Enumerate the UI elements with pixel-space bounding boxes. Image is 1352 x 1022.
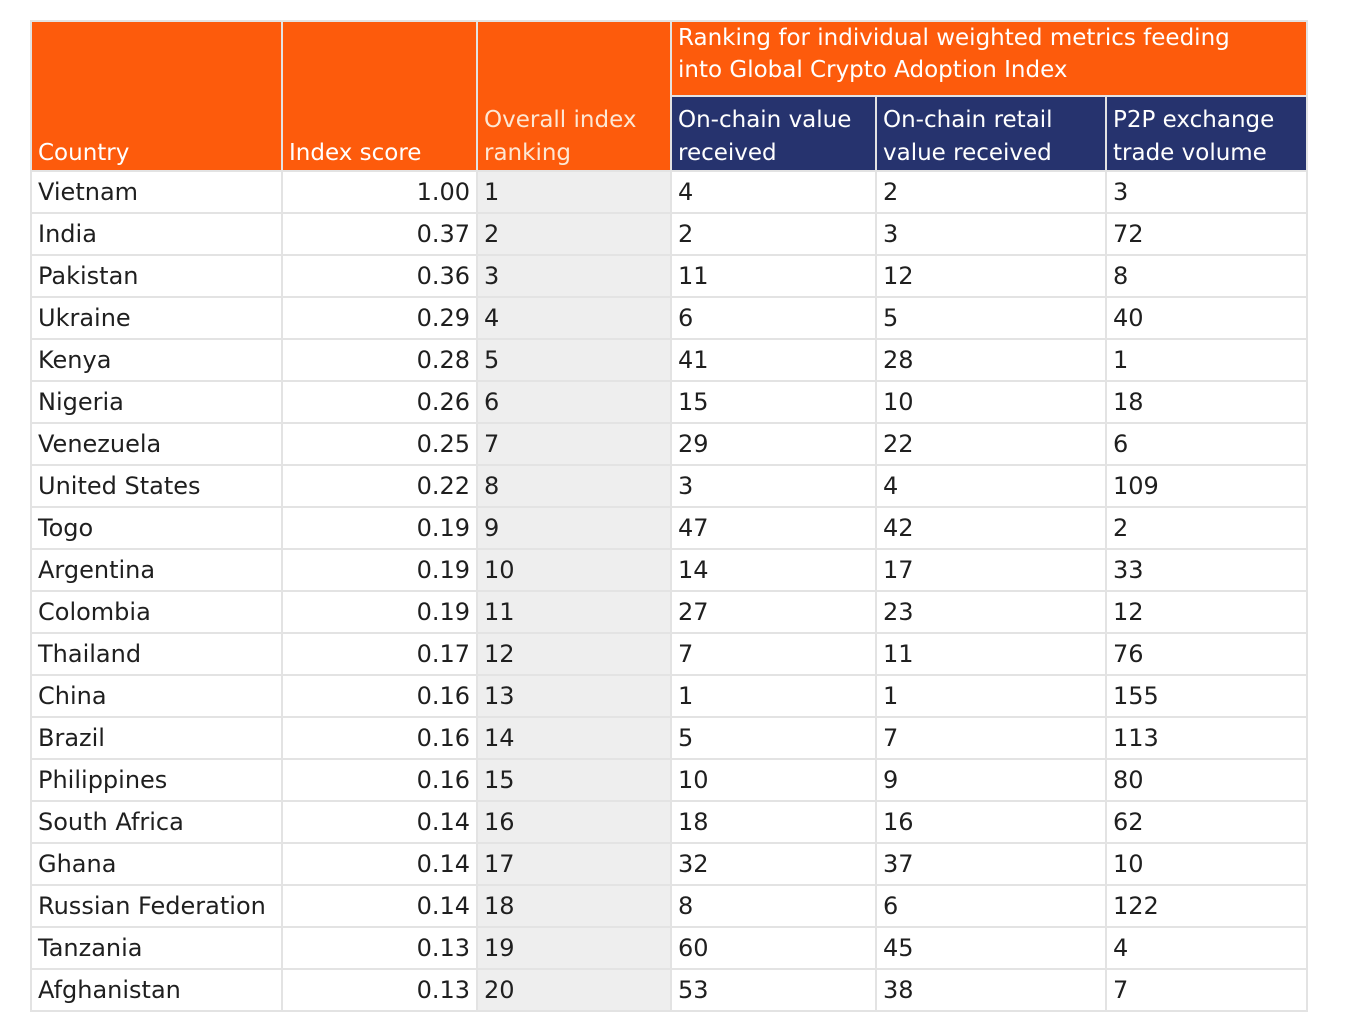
header-p2p-volume — [1106, 96, 1307, 171]
header-metrics-group-line1: Ranking for individual weighted metrics feeding — [678, 25, 1230, 51]
table-row — [31, 801, 1307, 843]
onchain-retail-rank-cell: 12 — [876, 255, 1106, 297]
country-cell: Tanzania — [31, 927, 282, 969]
index-score-cell: 0.19 — [282, 549, 477, 591]
header-onchain-value-line1: On-chain value — [678, 107, 852, 133]
header-metrics-group-line2: into Global Crypto Adoption Index — [678, 57, 1068, 83]
index-score-cell: 0.14 — [282, 801, 477, 843]
p2p-volume-rank-cell: 18 — [1106, 381, 1307, 423]
overall-rank-cell: 1 — [477, 171, 671, 213]
onchain-retail-rank-cell: 10 — [876, 381, 1106, 423]
table-row — [31, 927, 1307, 969]
onchain-retail-rank-cell: 6 — [876, 885, 1106, 927]
header-country: Country — [31, 21, 282, 171]
p2p-volume-rank-cell: 33 — [1106, 549, 1307, 591]
onchain-retail-rank-cell: 42 — [876, 507, 1106, 549]
country-cell: Nigeria — [31, 381, 282, 423]
index-score-cell: 0.14 — [282, 885, 477, 927]
overall-rank-cell: 5 — [477, 339, 671, 381]
table-row — [31, 717, 1307, 759]
index-score-cell: 0.14 — [282, 843, 477, 885]
table-row — [31, 549, 1307, 591]
table-row — [31, 255, 1307, 297]
onchain-value-rank-cell: 47 — [671, 507, 876, 549]
onchain-value-rank-cell: 1 — [671, 675, 876, 717]
onchain-retail-rank-cell: 45 — [876, 927, 1106, 969]
index-score-cell: 1.00 — [282, 171, 477, 213]
onchain-value-rank-cell: 15 — [671, 381, 876, 423]
country-cell: Vietnam — [31, 171, 282, 213]
overall-rank-cell: 3 — [477, 255, 671, 297]
overall-rank-cell: 12 — [477, 633, 671, 675]
table-body — [31, 171, 1307, 1011]
onchain-value-rank-cell: 11 — [671, 255, 876, 297]
index-score-cell: 0.37 — [282, 213, 477, 255]
header-onchain-retail — [876, 96, 1106, 171]
p2p-volume-rank-cell: 3 — [1106, 171, 1307, 213]
country-cell: Thailand — [31, 633, 282, 675]
onchain-value-rank-cell: 14 — [671, 549, 876, 591]
table-row — [31, 423, 1307, 465]
onchain-retail-rank-cell: 38 — [876, 969, 1106, 1011]
onchain-value-rank-cell: 10 — [671, 759, 876, 801]
table-row — [31, 507, 1307, 549]
country-cell: Colombia — [31, 591, 282, 633]
header-onchain-value-line2: received — [678, 140, 777, 166]
onchain-value-rank-cell: 29 — [671, 423, 876, 465]
onchain-retail-rank-cell: 17 — [876, 549, 1106, 591]
country-cell: Afghanistan — [31, 969, 282, 1011]
overall-rank-cell: 9 — [477, 507, 671, 549]
table-row — [31, 885, 1307, 927]
onchain-value-rank-cell: 7 — [671, 633, 876, 675]
table-row — [31, 213, 1307, 255]
overall-rank-cell: 20 — [477, 969, 671, 1011]
country-cell: Venezuela — [31, 423, 282, 465]
p2p-volume-rank-cell: 8 — [1106, 255, 1307, 297]
p2p-volume-rank-cell: 10 — [1106, 843, 1307, 885]
country-cell: Russian Federation — [31, 885, 282, 927]
table-row — [31, 969, 1307, 1011]
overall-rank-cell: 19 — [477, 927, 671, 969]
p2p-volume-rank-cell: 40 — [1106, 297, 1307, 339]
overall-rank-cell: 16 — [477, 801, 671, 843]
index-score-cell: 0.16 — [282, 675, 477, 717]
overall-rank-cell: 6 — [477, 381, 671, 423]
header-overall-ranking-line2: ranking — [484, 140, 572, 166]
onchain-value-rank-cell: 6 — [671, 297, 876, 339]
p2p-volume-rank-cell: 62 — [1106, 801, 1307, 843]
index-score-cell: 0.16 — [282, 759, 477, 801]
index-score-cell: 0.17 — [282, 633, 477, 675]
onchain-value-rank-cell: 8 — [671, 885, 876, 927]
onchain-value-rank-cell: 41 — [671, 339, 876, 381]
table-row — [31, 297, 1307, 339]
onchain-retail-rank-cell: 2 — [876, 171, 1106, 213]
onchain-retail-rank-cell: 11 — [876, 633, 1106, 675]
onchain-value-rank-cell: 32 — [671, 843, 876, 885]
country-cell: Ghana — [31, 843, 282, 885]
overall-rank-cell: 17 — [477, 843, 671, 885]
overall-rank-cell: 10 — [477, 549, 671, 591]
index-score-cell: 0.19 — [282, 591, 477, 633]
index-score-cell: 0.28 — [282, 339, 477, 381]
table-row — [31, 759, 1307, 801]
overall-rank-cell: 8 — [477, 465, 671, 507]
header-p2p-volume-line1: P2P exchange — [1113, 107, 1275, 133]
index-score-cell: 0.29 — [282, 297, 477, 339]
onchain-retail-rank-cell: 23 — [876, 591, 1106, 633]
index-score-cell: 0.13 — [282, 969, 477, 1011]
p2p-volume-rank-cell: 6 — [1106, 423, 1307, 465]
header-onchain-retail-line2: value received — [883, 140, 1052, 166]
header-index-score: Index score — [282, 21, 477, 171]
table-row — [31, 171, 1307, 213]
header-onchain-value — [671, 96, 876, 171]
overall-rank-cell: 4 — [477, 297, 671, 339]
overall-rank-cell: 14 — [477, 717, 671, 759]
onchain-retail-rank-cell: 1 — [876, 675, 1106, 717]
p2p-volume-rank-cell: 113 — [1106, 717, 1307, 759]
p2p-volume-rank-cell: 122 — [1106, 885, 1307, 927]
header-onchain-retail-line1: On-chain retail — [883, 107, 1053, 133]
p2p-volume-rank-cell: 12 — [1106, 591, 1307, 633]
onchain-value-rank-cell: 27 — [671, 591, 876, 633]
country-cell: China — [31, 675, 282, 717]
crypto-adoption-table — [30, 20, 1308, 1012]
onchain-value-rank-cell: 3 — [671, 465, 876, 507]
header-overall-ranking — [477, 21, 671, 171]
overall-rank-cell: 2 — [477, 213, 671, 255]
onchain-retail-rank-cell: 16 — [876, 801, 1106, 843]
onchain-value-rank-cell: 5 — [671, 717, 876, 759]
onchain-retail-rank-cell: 3 — [876, 213, 1106, 255]
index-score-cell: 0.22 — [282, 465, 477, 507]
p2p-volume-rank-cell: 1 — [1106, 339, 1307, 381]
p2p-volume-rank-cell: 4 — [1106, 927, 1307, 969]
table-row — [31, 843, 1307, 885]
index-score-cell: 0.26 — [282, 381, 477, 423]
p2p-volume-rank-cell: 76 — [1106, 633, 1307, 675]
onchain-value-rank-cell: 4 — [671, 171, 876, 213]
country-cell: South Africa — [31, 801, 282, 843]
onchain-value-rank-cell: 2 — [671, 213, 876, 255]
p2p-volume-rank-cell: 109 — [1106, 465, 1307, 507]
country-cell: United States — [31, 465, 282, 507]
p2p-volume-rank-cell: 155 — [1106, 675, 1307, 717]
p2p-volume-rank-cell: 80 — [1106, 759, 1307, 801]
overall-rank-cell: 15 — [477, 759, 671, 801]
country-cell: Kenya — [31, 339, 282, 381]
index-score-cell: 0.25 — [282, 423, 477, 465]
country-cell: Argentina — [31, 549, 282, 591]
table-header — [31, 21, 1307, 171]
index-score-cell: 0.19 — [282, 507, 477, 549]
header-overall-ranking-line1: Overall index — [484, 107, 637, 133]
header-metrics-group — [671, 21, 1307, 96]
onchain-retail-rank-cell: 9 — [876, 759, 1106, 801]
onchain-value-rank-cell: 53 — [671, 969, 876, 1011]
p2p-volume-rank-cell: 2 — [1106, 507, 1307, 549]
onchain-retail-rank-cell: 5 — [876, 297, 1106, 339]
country-cell: Philippines — [31, 759, 282, 801]
onchain-value-rank-cell: 18 — [671, 801, 876, 843]
overall-rank-cell: 11 — [477, 591, 671, 633]
p2p-volume-rank-cell: 72 — [1106, 213, 1307, 255]
country-cell: Brazil — [31, 717, 282, 759]
header-p2p-volume-line2: trade volume — [1113, 140, 1267, 166]
overall-rank-cell: 7 — [477, 423, 671, 465]
table-row — [31, 381, 1307, 423]
onchain-retail-rank-cell: 4 — [876, 465, 1106, 507]
index-score-cell: 0.16 — [282, 717, 477, 759]
country-cell: India — [31, 213, 282, 255]
onchain-retail-rank-cell: 28 — [876, 339, 1106, 381]
onchain-retail-rank-cell: 7 — [876, 717, 1106, 759]
onchain-retail-rank-cell: 37 — [876, 843, 1106, 885]
p2p-volume-rank-cell: 7 — [1106, 969, 1307, 1011]
index-score-cell: 0.36 — [282, 255, 477, 297]
country-cell: Ukraine — [31, 297, 282, 339]
table-row — [31, 591, 1307, 633]
table-row — [31, 675, 1307, 717]
country-cell: Pakistan — [31, 255, 282, 297]
table-row — [31, 633, 1307, 675]
index-score-cell: 0.13 — [282, 927, 477, 969]
onchain-value-rank-cell: 60 — [671, 927, 876, 969]
onchain-retail-rank-cell: 22 — [876, 423, 1106, 465]
overall-rank-cell: 18 — [477, 885, 671, 927]
table-row — [31, 339, 1307, 381]
table-row — [31, 465, 1307, 507]
country-cell: Togo — [31, 507, 282, 549]
overall-rank-cell: 13 — [477, 675, 671, 717]
